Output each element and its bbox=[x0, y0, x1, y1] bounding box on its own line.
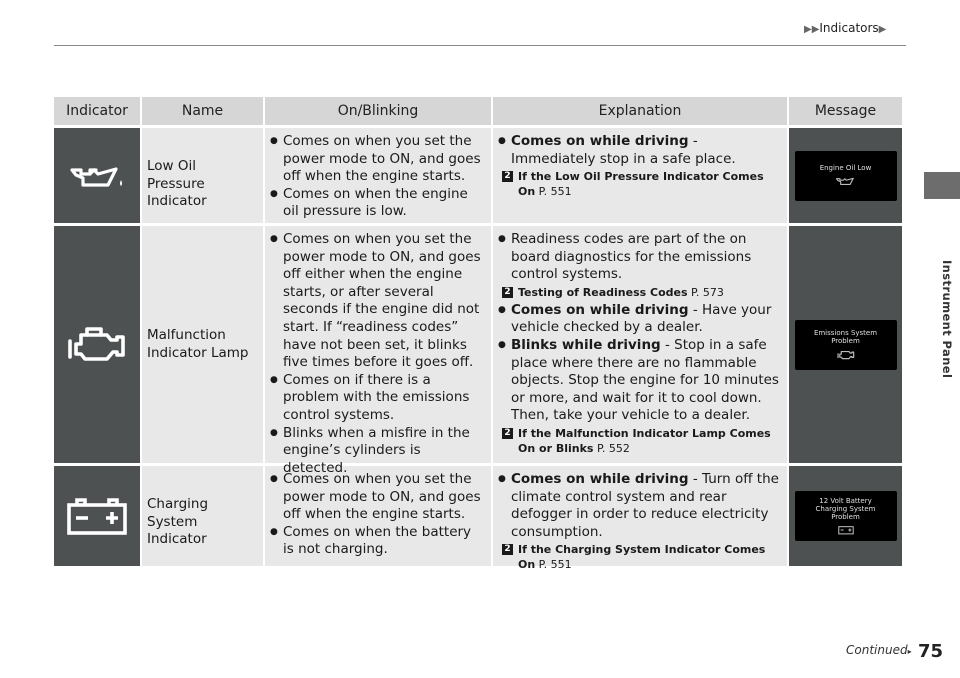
reference-arrow-icon: 2 bbox=[502, 287, 513, 298]
section-label: Instrument Panel bbox=[940, 260, 954, 379]
reference-page: P. 551 bbox=[535, 558, 572, 572]
column-header: Indicator bbox=[54, 97, 142, 125]
message-line: 12 Volt Battery bbox=[819, 497, 872, 505]
table-row bbox=[54, 128, 902, 223]
indicator-name: Malfunction Indicator Lamp bbox=[147, 326, 249, 361]
message-display bbox=[795, 151, 897, 201]
reference-page: P. 552 bbox=[593, 441, 630, 455]
reference-title: If the Low Oil Pressure Indicator Comes On bbox=[518, 170, 764, 199]
reference-arrow-icon: 2 bbox=[502, 428, 513, 439]
engine-icon bbox=[837, 348, 855, 361]
page-number: 75 bbox=[918, 641, 944, 662]
page-reference[interactable] bbox=[498, 169, 781, 199]
continued-note bbox=[846, 643, 912, 657]
on-blinking-cell bbox=[265, 226, 493, 476]
explanation-text: - Immediately stop in a safe place. bbox=[511, 133, 736, 167]
list-item: ● Comes on when you set the power mode to ON, and goes off when the engine starts. bbox=[270, 471, 485, 524]
message-display bbox=[795, 320, 897, 370]
bold-label: Blinks while driving bbox=[511, 336, 661, 353]
explanation-text: - Turn off the climate control system and rear defogger in order to reduce electricity consumption. bbox=[511, 471, 779, 540]
list-item: ● Comes on if there is a problem with the emissions control systems. bbox=[270, 372, 485, 425]
breadcrumb-arrow-icon: ▶ bbox=[878, 24, 887, 35]
column-header: Message bbox=[814, 103, 877, 119]
continued-arrow-icon: ▸ bbox=[907, 647, 912, 656]
indicator-name: Low Oil Pressure Indicator bbox=[142, 128, 265, 223]
list-item: ● Comes on when you set the power mode to ON, and goes off either when the engine starts, or after several seconds if the engine did not start. If “readiness codes” have not been set, it blinks five times before it goes off. bbox=[270, 231, 485, 372]
page-reference[interactable] bbox=[498, 542, 781, 572]
indicator-name-cell bbox=[142, 226, 265, 463]
on-blinking-cell bbox=[265, 128, 493, 223]
page-reference[interactable] bbox=[498, 285, 781, 300]
breadcrumb-label: Indicators bbox=[819, 21, 879, 35]
list-item: ● Comes on when you set the power mode to ON, and goes off when the engine starts. bbox=[270, 133, 485, 186]
table-row bbox=[54, 466, 902, 572]
reference-title: If the Charging System Indicator Comes On bbox=[518, 543, 766, 572]
continued-label: Continued bbox=[846, 643, 908, 657]
explanation-cell bbox=[493, 226, 789, 463]
engine-icon bbox=[67, 323, 127, 367]
oil-can-icon bbox=[68, 161, 126, 191]
reference-title: If the Malfunction Indicator Lamp Comes On or Blinks bbox=[518, 426, 771, 455]
bold-label: Comes on while driving bbox=[511, 301, 689, 318]
list-item bbox=[498, 471, 781, 541]
header-rule bbox=[54, 45, 906, 46]
reference-title: Testing of Readiness Codes bbox=[518, 285, 688, 299]
indicators-table bbox=[54, 97, 902, 572]
oil-can-icon bbox=[835, 175, 857, 187]
list-item: ● Blinks when a misfire in the engine’s cylinders is detected. bbox=[270, 425, 485, 478]
page-reference[interactable] bbox=[498, 426, 781, 456]
bold-label: Comes on while driving bbox=[511, 133, 689, 149]
section-tab bbox=[924, 172, 960, 199]
table-header bbox=[54, 97, 902, 125]
reference-page: P. 573 bbox=[687, 285, 724, 299]
breadcrumb bbox=[804, 21, 886, 35]
table-row bbox=[54, 226, 902, 476]
list-item bbox=[498, 302, 781, 337]
explanation-text: - Have your vehicle checked by a dealer. bbox=[511, 301, 772, 336]
message-cell bbox=[789, 466, 902, 566]
message-line: Problem bbox=[831, 513, 860, 521]
list-item: ● Comes on when the engine oil pressure is low. bbox=[270, 186, 485, 221]
indicator-cell bbox=[54, 128, 142, 223]
reference-arrow-icon: 2 bbox=[502, 171, 513, 182]
indicator-name: Charging System Indicator bbox=[142, 466, 265, 566]
column-header: On/Blinking bbox=[265, 97, 493, 125]
list-item: ● Comes on when the battery is not charging. bbox=[270, 524, 485, 559]
column-header: Name bbox=[142, 97, 265, 125]
message-cell bbox=[789, 226, 902, 463]
message-line: Charging System bbox=[815, 505, 876, 513]
explanation-text: - Stop in a safe place where there are no flammable objects. Stop the engine for 10 minutes or more, and wait for it to cool down. Then, take your vehicle to a dealer. bbox=[511, 336, 779, 424]
explanation-cell bbox=[493, 466, 789, 572]
message-line: Emissions System bbox=[813, 328, 878, 337]
column-header: Explanation bbox=[493, 97, 789, 125]
indicator-cell bbox=[54, 226, 142, 463]
indicator-cell bbox=[54, 466, 142, 566]
message-line: Problem bbox=[831, 336, 860, 345]
reference-arrow-icon: 2 bbox=[502, 544, 513, 555]
message-line: Engine Oil Low bbox=[819, 164, 872, 172]
reference-page: P. 551 bbox=[535, 185, 572, 199]
breadcrumb-arrow-icon: ▶▶ bbox=[804, 24, 820, 35]
on-blinking-cell bbox=[265, 466, 493, 566]
battery-icon bbox=[838, 524, 854, 535]
message-display bbox=[795, 491, 897, 541]
message-cell bbox=[789, 128, 902, 223]
explanation-cell bbox=[493, 128, 789, 223]
list-item bbox=[498, 337, 781, 425]
bold-label: Comes on while driving bbox=[511, 471, 689, 487]
list-item bbox=[498, 133, 781, 168]
battery-icon bbox=[66, 496, 128, 536]
list-item: ● Readiness codes are part of the on board diagnostics for the emissions control systems. bbox=[498, 231, 781, 284]
